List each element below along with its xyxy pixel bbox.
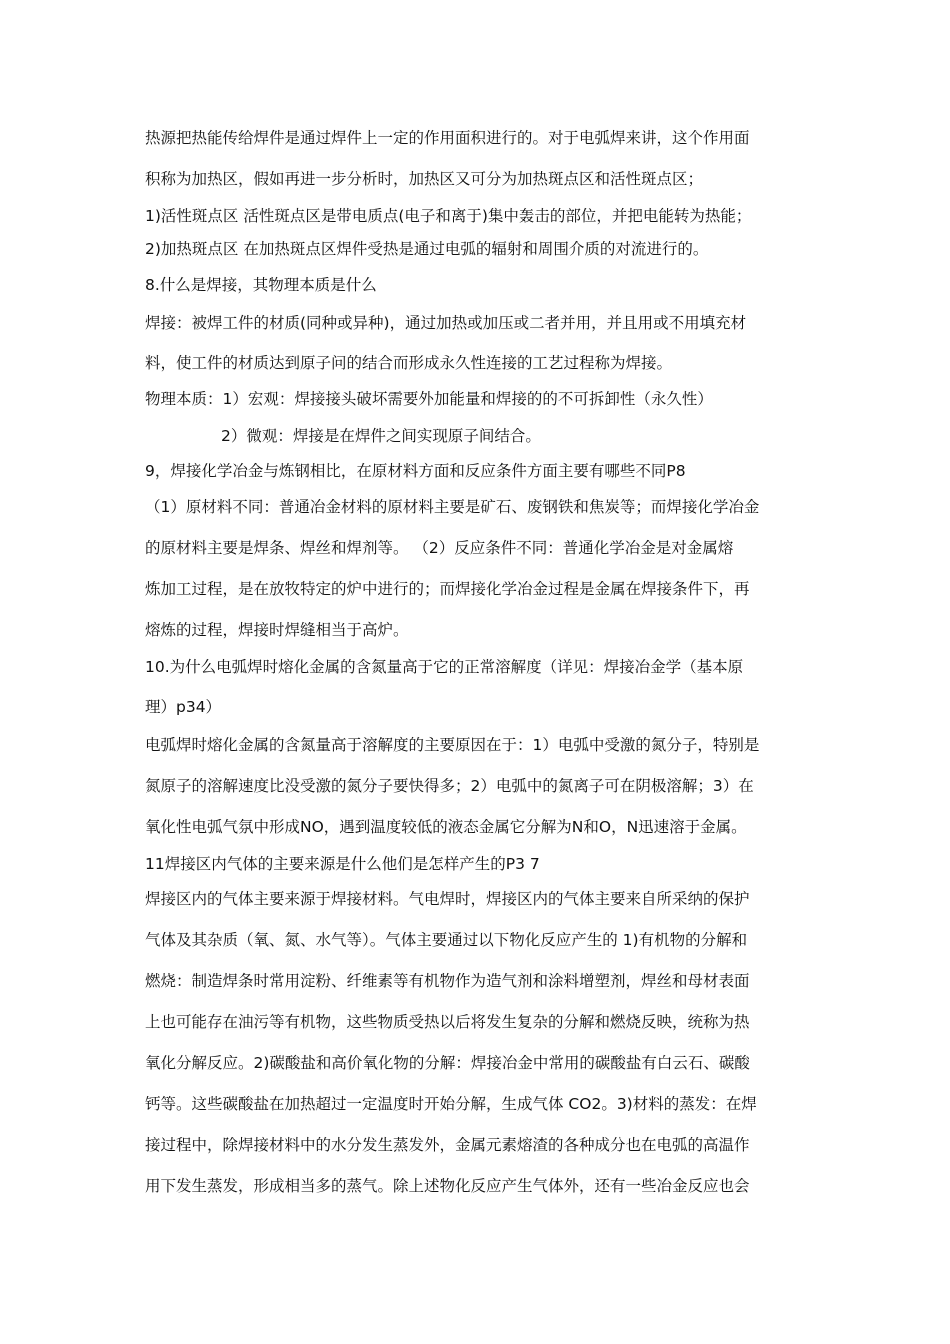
text-line: 燃烧：制造焊条时常用淀粉、纤维素等有机物作为造气剂和涂料增塑剂，焊丝和母材表面 [145,972,750,990]
text-line: 焊接：被焊工件的材质(同种或异种)，通过加热或加压或二者并用，并且用或不用填充材 [145,314,747,332]
text-line: 熔炼的过程，焊接时焊缝相当于高炉。 [145,621,409,639]
text-line: 物理本质：1）宏观：焊接接头破坏需要外加能量和焊接的的不可拆卸性（永久性） [145,390,713,408]
text-line: 炼加工过程，是在放牧特定的炉中进行的；而焊接化学冶金过程是金属在焊接条件下，再 [145,580,750,598]
text-line: （1）原材料不同：普通冶金材料的原材料主要是矿石、废钢铁和焦炭等；而焊接化学冶金 [145,498,760,516]
text-line: 热源把热能传给焊件是通过焊件上一定的作用面积进行的。对于电弧焊来讲，这个作用面 [145,129,750,147]
text-line: 氧化分解反应。2)碳酸盐和高价氧化物的分解：焊接冶金中常用的碳酸盐有白云石、碳酸 [145,1054,750,1072]
text-line: 用下发生蒸发，形成相当多的蒸气。除上述物化反应产生气体外，还有一些冶金反应也会 [145,1177,750,1195]
text-line: 气体及其杂质（氧、氮、水气等）。气体主要通过以下物化反应产生的 1)有机物的分解和 [145,931,748,949]
text-line: 积称为加热区，假如再进一步分析时，加热区又可分为加热斑点区和活性斑点区； [145,170,704,188]
section-heading: 9，焊接化学冶金与炼钢相比，在原材料方面和反应条件方面主要有哪些不同P8 [145,462,686,480]
text-line: 氮原子的溶解速度比没受激的氮分子要快得多；2）电弧中的氮离子可在阴极溶解；3）在 [145,777,754,795]
section-heading: 8.什么是焊接，其物理本质是什么 [145,276,377,294]
section-heading: 理）p34） [145,698,222,716]
section-heading: 10.为什么电弧焊时熔化金属的含氮量高于它的正常溶解度（详见：焊接冶金学（基本原 [145,658,744,676]
text-line: 2)加热斑点区 在加热斑点区焊件受热是通过电弧的辐射和周围介质的对流进行的。 [145,240,709,258]
text-line: 的原材料主要是焊条、焊丝和焊剂等。 （2）反应条件不同：普通化学冶金是对金属熔 [145,539,734,557]
text-line: 2）微观：焊接是在焊件之间实现原子间结合。 [221,427,541,445]
text-line: 1)活性斑点区 活性斑点区是带电质点(电子和离于)集中轰击的部位，并把电能转为热能； [145,207,752,225]
text-line: 接过程中，除焊接材料中的水分发生蒸发外，金属元素熔渣的各种成分也在电弧的高温作 [145,1136,750,1154]
text-line: 电弧焊时熔化金属的含氮量高于溶解度的主要原因在于：1）电弧中受激的氮分子，特别是 [145,736,760,754]
text-line: 料，使工件的材质达到原子问的结合而形成永久性连接的工艺过程称为焊接。 [145,354,673,372]
text-line: 焊接区内的气体主要来源于焊接材料。气电焊时，焊接区内的气体主要来自所采纳的保护 [145,890,750,908]
text-line: 氧化性电弧气氛中形成NO，遇到温度较低的液态金属它分解为N和O，N迅速溶于金属。 [145,818,747,836]
text-line: 钙等。这些碳酸盐在加热超过一定温度时开始分解，生成气体 CO2。3)材料的蒸发：在焊 [145,1095,757,1113]
section-heading: 11焊接区内气体的主要来源是什么他们是怎样产生的P3 7 [145,855,540,873]
text-line: 上也可能存在油污等有机物，这些物质受热以后将发生复杂的分解和燃烧反映，统称为热 [145,1013,750,1031]
